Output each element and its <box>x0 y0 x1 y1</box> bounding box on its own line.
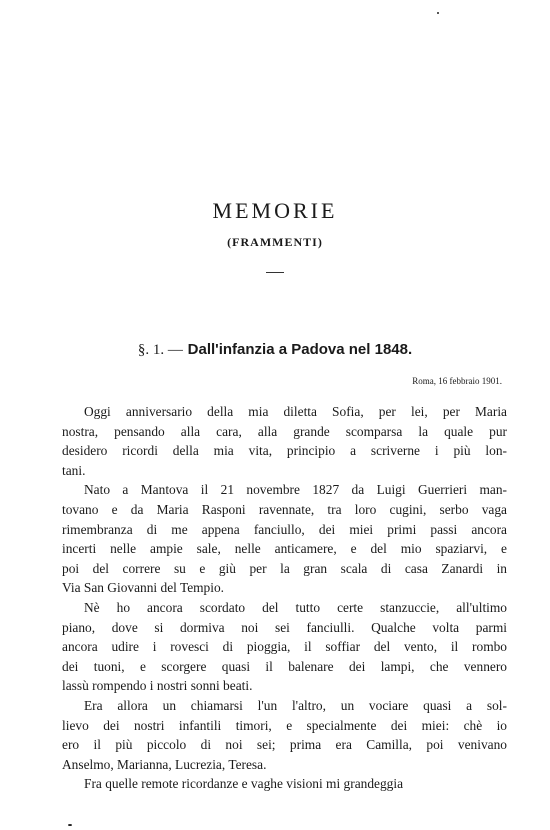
title-rule <box>266 272 284 273</box>
paragraph <box>62 774 507 794</box>
paragraph <box>62 402 507 480</box>
page-title: MEMORIE <box>212 198 338 223</box>
body-text <box>62 402 507 794</box>
text-line: ancora udire i rovesci di pioggia, il soffiar del vento, il rombo <box>62 639 507 655</box>
paragraph <box>62 696 507 774</box>
text-line: incerti nelle ampie sale, nelle anticamere, e del mio spaziarvi, e <box>62 541 507 557</box>
paragraph <box>62 480 507 598</box>
text-line: tani. <box>62 462 86 478</box>
text-line: Oggi anniversario della mia diletta Sofia, per lei, per Maria <box>84 404 507 419</box>
text-line: Nè ho ancora scordato del tutto certe stanzuccie, all'ultimo <box>84 599 507 615</box>
section-heading <box>0 340 550 359</box>
section-title: Dall'infanzia a Padova nel 1848. <box>187 341 413 358</box>
paragraph <box>62 598 507 696</box>
text-line: tovano e da Maria Rasponi ravennate, tra loro cugini, serbo vaga <box>62 501 507 517</box>
text-line: piano, dove si dormiva noi sei fanciulli. Qualche volta parmi <box>62 619 507 635</box>
text-line: rimembranza di me appena fanciullo, dei miei primi passi ancora <box>62 521 507 537</box>
text-line: poi del correre su e giù per la gran scala di casa Zanardi in <box>62 560 507 576</box>
speck-mark <box>437 12 439 14</box>
speck-mark <box>68 824 72 826</box>
text-line: dei tuoni, e scorgere quasi il balenare dei lampi, che vennero <box>62 658 507 674</box>
text-line: ero il più piccolo di noi sei; prima era Camilla, poi venivano <box>62 737 507 753</box>
text-line: lassù rompendo i nostri sonni beati. <box>62 678 253 694</box>
text-line: desidero ricordi della mia vita, principio a scriverne i più lon- <box>62 443 507 459</box>
dateline: Roma, 16 febbraio 1901. <box>412 376 502 386</box>
text-line: Fra quelle remote ricordanze e vaghe visioni mi grandeggia <box>84 776 404 792</box>
text-line: Anselmo, Marianna, Lucrezia, Teresa. <box>62 756 267 772</box>
text-line: lievo dei nostri infantili timori, e specialmente dei miei: chè io <box>62 717 507 733</box>
section-number: §. 1. — <box>137 342 183 358</box>
text-line: nostra, pensando alla cara, alla grande scomparsa la quale pur <box>62 423 507 439</box>
text-line: Era allora un chiamarsi l'un l'altro, un vociare quasi a sol- <box>84 697 507 713</box>
text-line: Via San Giovanni del Tempio. <box>62 580 225 596</box>
page-subtitle: (FRAMMENTI) <box>227 235 323 249</box>
text-line: Nato a Mantova il 21 novembre 1827 da Luigi Guerrieri man- <box>84 482 507 498</box>
